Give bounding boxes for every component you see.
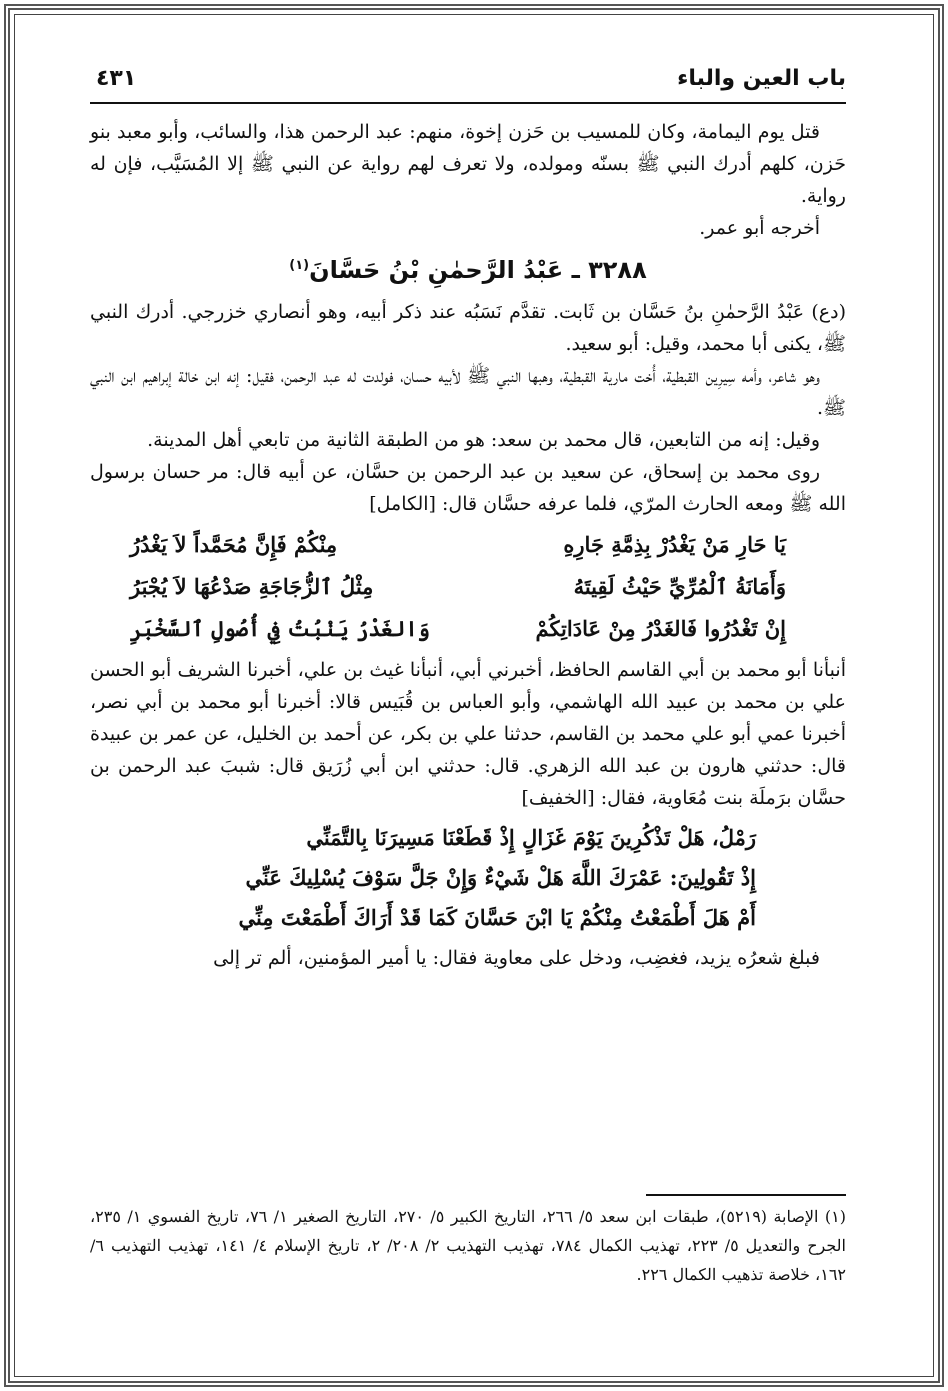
paragraph: أخرجه أبو عمر. [699, 217, 820, 239]
poem-kamil [90, 524, 846, 650]
page-content [90, 62, 846, 974]
verse: إِذْ تَقُولِينَ: عَمْرَكَ اللَّهَ هَلْ شَيْءٌ وَإِنْ جَلَّ سَوْفَ يُسْلِيكَ عَنِّي [245, 865, 756, 890]
footnote-divider [646, 1194, 846, 1196]
hemistich-second: وَالغَدْرُ يَنْبُتُ فِي أُصُولِ ٱلسَّخْبَرِ [130, 616, 430, 641]
verse [90, 524, 846, 566]
paragraph: قتل يوم اليمامة، وكان للمسيب بن حَزن إخوة، منهم: عبد الرحمن هذا، والسائب، وأبو معبد بنو حَزن، كلهم أدرك النبي ﷺ بسنّه ومولده، ولا تعرف لهم رواية عن النبي ﷺ إلا المُسَيَّب، فإن له رواية. [90, 121, 846, 207]
verse: أَمْ هَلَ أَطْمَعْتُ مِنْكُمْ يَا ابْنَ حَسَّانَ كَمَا قَدْ أَرَاكَ أَطْمَعْتَ مِنِّي [238, 905, 756, 930]
hemistich-second: مِثْلُ ٱلزُّجَاجَةِ صَدْعُهَا لاَ يُجْبَرُ [130, 574, 374, 599]
paragraph: وهو شاعر، وأمه سِيرِين القبطية، أُخت مارية القبطية، وهبها النبي ﷺ لأبيه حسان، فولدت له عبد الرحمن، فقيل: إنه ابن خالة إبراهيم ابن النبي ﷺ. [90, 365, 846, 419]
hemistich-first: وَأَمَانَةُ ٱلْمُرِّيِّ حَيْثُ لَقِيتَهُ [573, 574, 786, 599]
verse [90, 608, 846, 650]
poem-khafif [90, 818, 846, 938]
entry-heading [90, 250, 846, 286]
entry-title: ٣٢٨٨ ـ عَبْدُ الرَّحمٰنِ بْنُ حَسَّانَ [309, 256, 647, 284]
footnote: (١) الإصابة (٥٢١٩)، طبقات ابن سعد ٥/ ٢٦٦، التاريخ الكبير ٥/ ٢٧٠، التاريخ الصغير ١/ ٧٦، تاريخ الفسوي ١/ ٢٣٥، الجرح والتعديل ٥/ ٢٢٣، تهذيب الكمال ٧٨٤، تهذيب التهذيب ٢/ ٢٠٨/ ٢، تاريخ الإسلام ٤/ ١٤١، تهذيب التهذيب ٦/ ١٦٢، خلاصة تذهيب الكمال ٢٢٦. [90, 1207, 846, 1284]
paragraph-isnad: أنبأنا أبو محمد بن أبي القاسم الحافظ، أخبرني أبي، أنبأنا غيث بن علي، أخبرنا الشريف أبو الحسن علي بن محمد بن عبيد الله الهاشمي، وأبو العباس بن قُبَيس قالا: أخبرنا أبو محمد بن أبي نصر، أخبرنا عمي أبو علي محمد بن القاسم، حدثنا علي بن بكر، عن أحمد بن الخليل، عن عمر بن عبيدة قال: حدثني هارون بن عبد الله الزهري. قال: حدثني ابن أبي زُرَيق قال: شببَ عبد الرحمن بن حسَّان برَملَة بنت مُعَاوية، فقال: [الخفيف] [90, 659, 846, 809]
paragraph: فبلغ شعرُه يزيد، فغضِب، ودخل على معاوية فقال: يا أمير المؤمنين، ألم تر إلى [213, 947, 820, 969]
page-number: ٤٣١ [96, 66, 137, 91]
paragraph: روى محمد بن إسحاق، عن سعيد بن عبد الرحمن بن حسَّان، عن أبيه قال: مر حسان برسول الله ﷺ ومعه الحارث المرّي، فلما عرفه حسَّان قال: [الكامل] [90, 461, 846, 515]
footnotes [90, 1194, 846, 1289]
page-header [90, 62, 846, 104]
body-text [90, 116, 846, 974]
hemistich-first: يَا حَارِ مَنْ يَغْدُرْ بِذِمَّةِ جَارِهِ [563, 532, 786, 557]
paragraph: وقيل: إنه من التابعين، قال محمد بن سعد: هو من الطبقة الثانية من تابعي أهل المدينة. [147, 429, 820, 451]
hemistich-first: إِنْ تَغْدُرُوا فَالغَدْرُ مِنْ عَادَاتِكُمْ [535, 616, 786, 641]
hemistich-second: مِنْكُمْ فَإِنَّ مُحَمَّداً لاَ يَغْدُرُ [130, 532, 338, 557]
paragraph: (دع) عَبْدُ الرَّحمٰنِ بنُ حَسَّان بن ثَابت. تقدَّم نَسَبُه عند ذكر أبيه، وهو أنصاري خزرجي. أدرك النبي ﷺ، يكنى أبا محمد، وقيل: أبو سعيد. [90, 301, 846, 355]
verse [90, 566, 846, 608]
footnote-mark: (١) [289, 258, 310, 273]
verse: رَمْلُ، هَلْ تَذْكُرِينَ يَوْمَ غَزَالٍ إِذْ قَطَعْنَا مَسِيرَنَا بِالتَّمَنِّي [306, 825, 756, 850]
running-title: باب العين والباء [677, 66, 846, 91]
